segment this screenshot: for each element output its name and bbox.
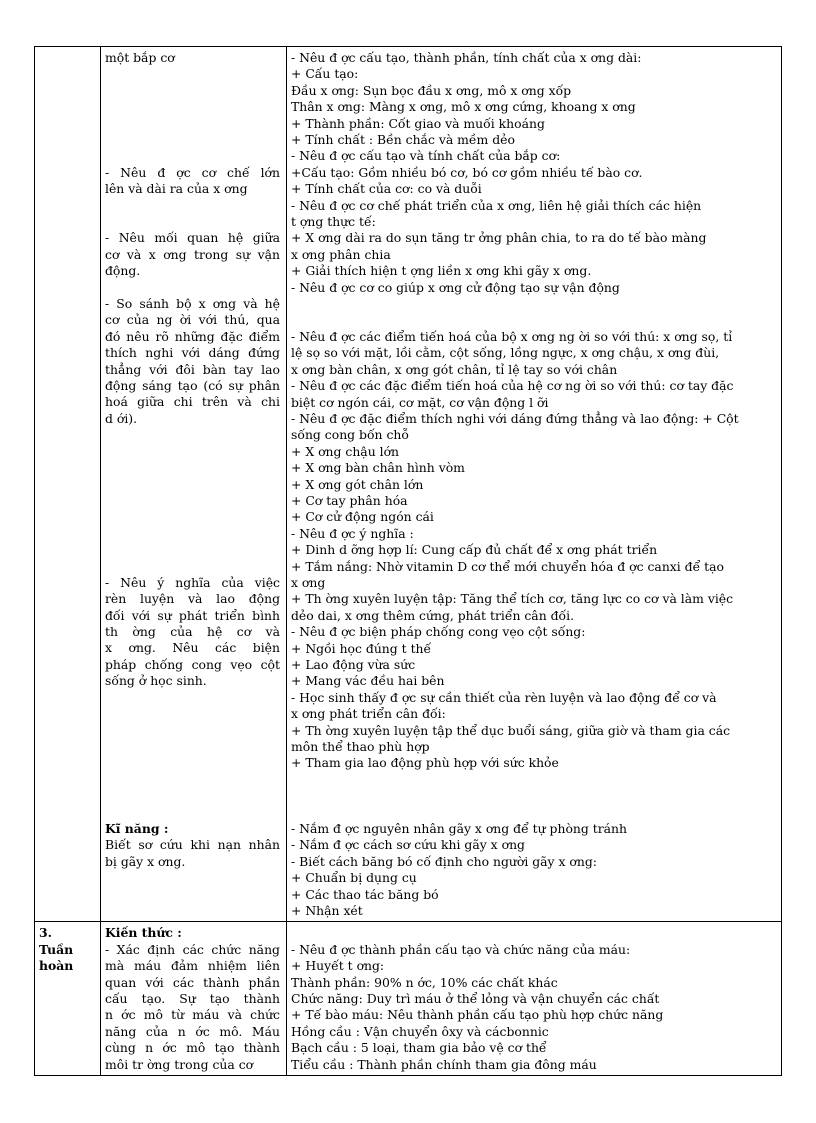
- content-line: + Tắm nắng: Nhờ vitamin D cơ thể mới chuyển hóa đ ợc canxi để tạo: [291, 558, 725, 574]
- content-cell: [287, 47, 782, 922]
- content-line: Tiểu cầu : Thành phần chính tham gia đông máu: [291, 1056, 597, 1072]
- objective-block: [105, 230, 280, 279]
- content-line: + Huyết t ơng:: [291, 958, 385, 974]
- objective-line: thích nghi với dáng đứng: [105, 345, 280, 361]
- content-line: + X ơng bàn chân hình vòm: [291, 460, 465, 476]
- content-line: t ợng thực tế:: [291, 214, 376, 230]
- topic-line: Tuần: [39, 941, 74, 957]
- objective-line: quan với các thành phần: [105, 974, 280, 990]
- objective-line: - Nêu mối quan hệ giữa: [105, 230, 280, 246]
- content-line: + Cơ cử động ngón cái: [291, 509, 434, 525]
- objective-line: môi tr ờng trong của cơ: [105, 1056, 254, 1072]
- objective-line: x ơng. Nêu các biện: [105, 640, 280, 656]
- objective-block: [105, 925, 280, 1073]
- content-line: + Các thao tác băng bó: [291, 886, 439, 902]
- blank-line: [291, 772, 775, 788]
- content-line: - Nêu đ ợc các điểm tiến hoá của bộ x ơng ng ời so với thú: x ơng sọ, tỉ: [291, 328, 733, 344]
- content-line: + Tế bào máu: Nêu thành phần cấu tạo phù hợp chức năng: [291, 1007, 664, 1023]
- content-line: + Tham gia lao động phù hợp với sức khỏe: [291, 755, 559, 771]
- content-line: - Học sinh thấy đ ợc sự cần thiết của rèn luyện và lao động để cơ và: [291, 689, 717, 705]
- objective-block: [105, 165, 280, 198]
- content-line: môn thể thao phù hợp: [291, 739, 430, 755]
- content-line: + Ngồi học đúng t thế: [291, 640, 432, 656]
- content-line: Đầu x ơng: Sụn bọc đầu x ơng, mô x ơng xốp: [291, 82, 572, 98]
- objective-line: bị gãy x ơng.: [105, 853, 186, 869]
- content-line: + Cấu tạo:: [291, 66, 359, 82]
- objective-line: Biết sơ cứu khi nạn nhân: [105, 837, 280, 853]
- content-line: + Tính chất : Bền chắc và mềm dẻo: [291, 132, 515, 148]
- content-line: Thành phần: 90% n ớc, 10% các chất khác: [291, 974, 558, 990]
- objective-line: th ờng của hệ cơ và: [105, 624, 280, 640]
- content-line: + Nhận xét: [291, 903, 363, 919]
- content-line: Chức năng: Duy trì máu ở thể lỏng và vận chuyển các chất: [291, 991, 660, 1007]
- content-line: + Giải thích hiện t ợng liền x ơng khi gãy x ơng.: [291, 263, 592, 279]
- content-line: - Biết cách băng bó cố định cho người gãy x ơng:: [291, 853, 597, 869]
- topic-line: 3.: [39, 925, 52, 941]
- content-line: x ơng phát triển cân đối:: [291, 706, 446, 722]
- objective-line: đó nêu rõ những đặc điểm: [105, 328, 280, 344]
- objective-block: [105, 575, 280, 690]
- objective-line: n ớc mô từ máu và chức: [105, 1007, 280, 1023]
- content-line: + Thành phần: Cốt giao và muối khoáng: [291, 115, 545, 131]
- topic-line: hoàn: [39, 958, 74, 974]
- content-line: sống cong bốn chỗ: [291, 427, 409, 443]
- objective-line: năng của n ớc mô. Máu: [105, 1023, 280, 1039]
- content-line: - Nêu đ ợc đặc điểm thích nghi với dáng đứng thẳng và lao động: + Cột: [291, 410, 739, 426]
- objective-block: [105, 296, 280, 427]
- objective-line: lên và dài ra của x ơng: [105, 181, 248, 197]
- objectives-cell: [101, 922, 287, 1076]
- objective-line: cơ của ng ời với thú, qua: [105, 312, 280, 328]
- objective-block: [105, 821, 280, 870]
- document-page: [34, 46, 781, 1076]
- blank-line: [291, 312, 775, 328]
- content-cell: [287, 922, 782, 1076]
- content-line: x ơng bàn chân, x ơng gót chân, tỉ lệ tay so với chân: [291, 361, 618, 377]
- objective-line: - Xác định các chức năng: [105, 941, 280, 957]
- objective-line: - Nêu đ ợc cơ chế lớn: [105, 164, 280, 180]
- content-line: - Nắm đ ợc cách sơ cứu khi gãy x ơng: [291, 837, 525, 853]
- topic-cell: [35, 922, 101, 1076]
- content-line: + Chuẩn bị dụng cụ: [291, 870, 417, 886]
- objective-line: đối với sự phát triển bình: [105, 607, 280, 623]
- content-line: Thân x ơng: Màng x ơng, mô x ơng cứng, khoang x ơng: [291, 99, 636, 115]
- objective-line: mà máu đảm nhiệm liên: [105, 958, 280, 974]
- objective-line: động sáng tạo (có sự phân: [105, 378, 280, 394]
- blank-line: [291, 805, 775, 821]
- table-row: [35, 47, 782, 922]
- section-heading: Kĩ năng :: [105, 820, 169, 836]
- content-line: - Nêu đ ợc cấu tạo và tính chất của bắp cơ:: [291, 148, 561, 164]
- section-heading: Kiến thức :: [105, 925, 182, 941]
- objective-line: thẳng với đôi bàn tay lao: [105, 361, 280, 377]
- content-line: + Th ờng xuyên luyện tập: Tăng thể tích cơ, tăng lực co cơ và làm việc: [291, 591, 734, 607]
- objective-line: - Nêu ý nghĩa của việc: [105, 574, 280, 590]
- blank-line: [291, 925, 775, 941]
- content-line: Hồng cầu : Vận chuyển ôxy và cácbonnic: [291, 1023, 549, 1039]
- content-line: x ơng phân chia: [291, 246, 391, 262]
- content-line: + Mang vác đều hai bên: [291, 673, 445, 689]
- content-line: - Nêu đ ợc cấu tạo, thành phần, tính chất của x ơng dài:: [291, 50, 642, 65]
- content-line: dẻo dai, x ơng thêm cứng, phát triển cân đối.: [291, 607, 575, 623]
- objective-line: d ới).: [105, 410, 138, 426]
- objective-line: sống ở học sinh.: [105, 673, 207, 689]
- content-line: + X ơng gót chân lớn: [291, 476, 424, 492]
- content-line: + X ơng dài ra do sụn tăng tr ởng phân chia, to ra do tế bào màng: [291, 230, 707, 246]
- content-line: + Dinh d ỡng hợp lí: Cung cấp đủ chất để x ơng phát triển: [291, 542, 658, 558]
- objective-line: cấu tạo. Sự tạo thành: [105, 991, 280, 1007]
- content-line: - Nắm đ ợc nguyên nhân gãy x ơng để tự phòng tránh: [291, 821, 628, 837]
- objective-line: hoá giữa chi trên và chi: [105, 394, 280, 410]
- content-line: + Tính chất của cơ: co và duỗi: [291, 181, 482, 197]
- content-line: lệ sọ so với mặt, lồi cằm, cột sống, lồng ngực, x ơng chậu, x ơng đùi,: [291, 345, 720, 361]
- topic-cell: [35, 47, 101, 922]
- content-line: - Nêu đ ợc ý nghĩa :: [291, 525, 414, 541]
- content-line: + X ơng chậu lớn: [291, 443, 400, 459]
- objective-line: động.: [105, 263, 141, 279]
- content-line: + Cơ tay phân hóa: [291, 492, 408, 508]
- objective-line: một bắp cơ: [105, 50, 175, 65]
- objective-line: rèn luyện và lao động: [105, 591, 280, 607]
- content-line: - Nêu đ ợc các đặc điểm tiến hoá của hệ cơ ng ời so với thú: cơ tay đặc: [291, 378, 734, 394]
- objective-line: pháp chống cong vẹo cột: [105, 656, 280, 672]
- content-line: +Cấu tạo: Gồm nhiều bó cơ, bó cơ gồm nhiều tế bào cơ.: [291, 164, 643, 180]
- content-line: - Nêu đ ợc cơ co giúp x ơng cử động tạo sự vận động: [291, 279, 620, 295]
- content-line: - Nêu đ ợc cơ chế phát triển của x ơng, liên hệ giải thích các hiện: [291, 197, 702, 213]
- objective-line: - So sánh bộ x ơng và hệ: [105, 296, 280, 312]
- content-line: - Nêu đ ợc thành phần cấu tạo và chức năng của máu:: [291, 941, 631, 957]
- objectives-cell: [101, 47, 287, 922]
- content-line: x ơng: [291, 574, 326, 590]
- content-line: Bạch cầu : 5 loại, tham gia bảo vệ cơ thể: [291, 1040, 547, 1056]
- content-line: + Lao động vừa sức: [291, 657, 416, 672]
- content-line: + Th ờng xuyên luyện tập thể dục buổi sáng, giữa giờ và tham gia các: [291, 722, 731, 738]
- content-line: - Nêu đ ợc biện pháp chống cong vẹo cột sống:: [291, 624, 586, 640]
- objective-line: cơ và x ơng trong sự vận: [105, 246, 280, 262]
- content-line: biệt cơ ngón cái, cơ mặt, cơ vận động l ỡi: [291, 394, 549, 410]
- curriculum-table: [34, 46, 782, 1076]
- blank-line: [291, 296, 775, 312]
- table-row: [35, 922, 782, 1076]
- objective-line: cùng n ớc mô tạo thành: [105, 1040, 280, 1056]
- objective-block: [105, 50, 280, 66]
- blank-line: [291, 788, 775, 804]
